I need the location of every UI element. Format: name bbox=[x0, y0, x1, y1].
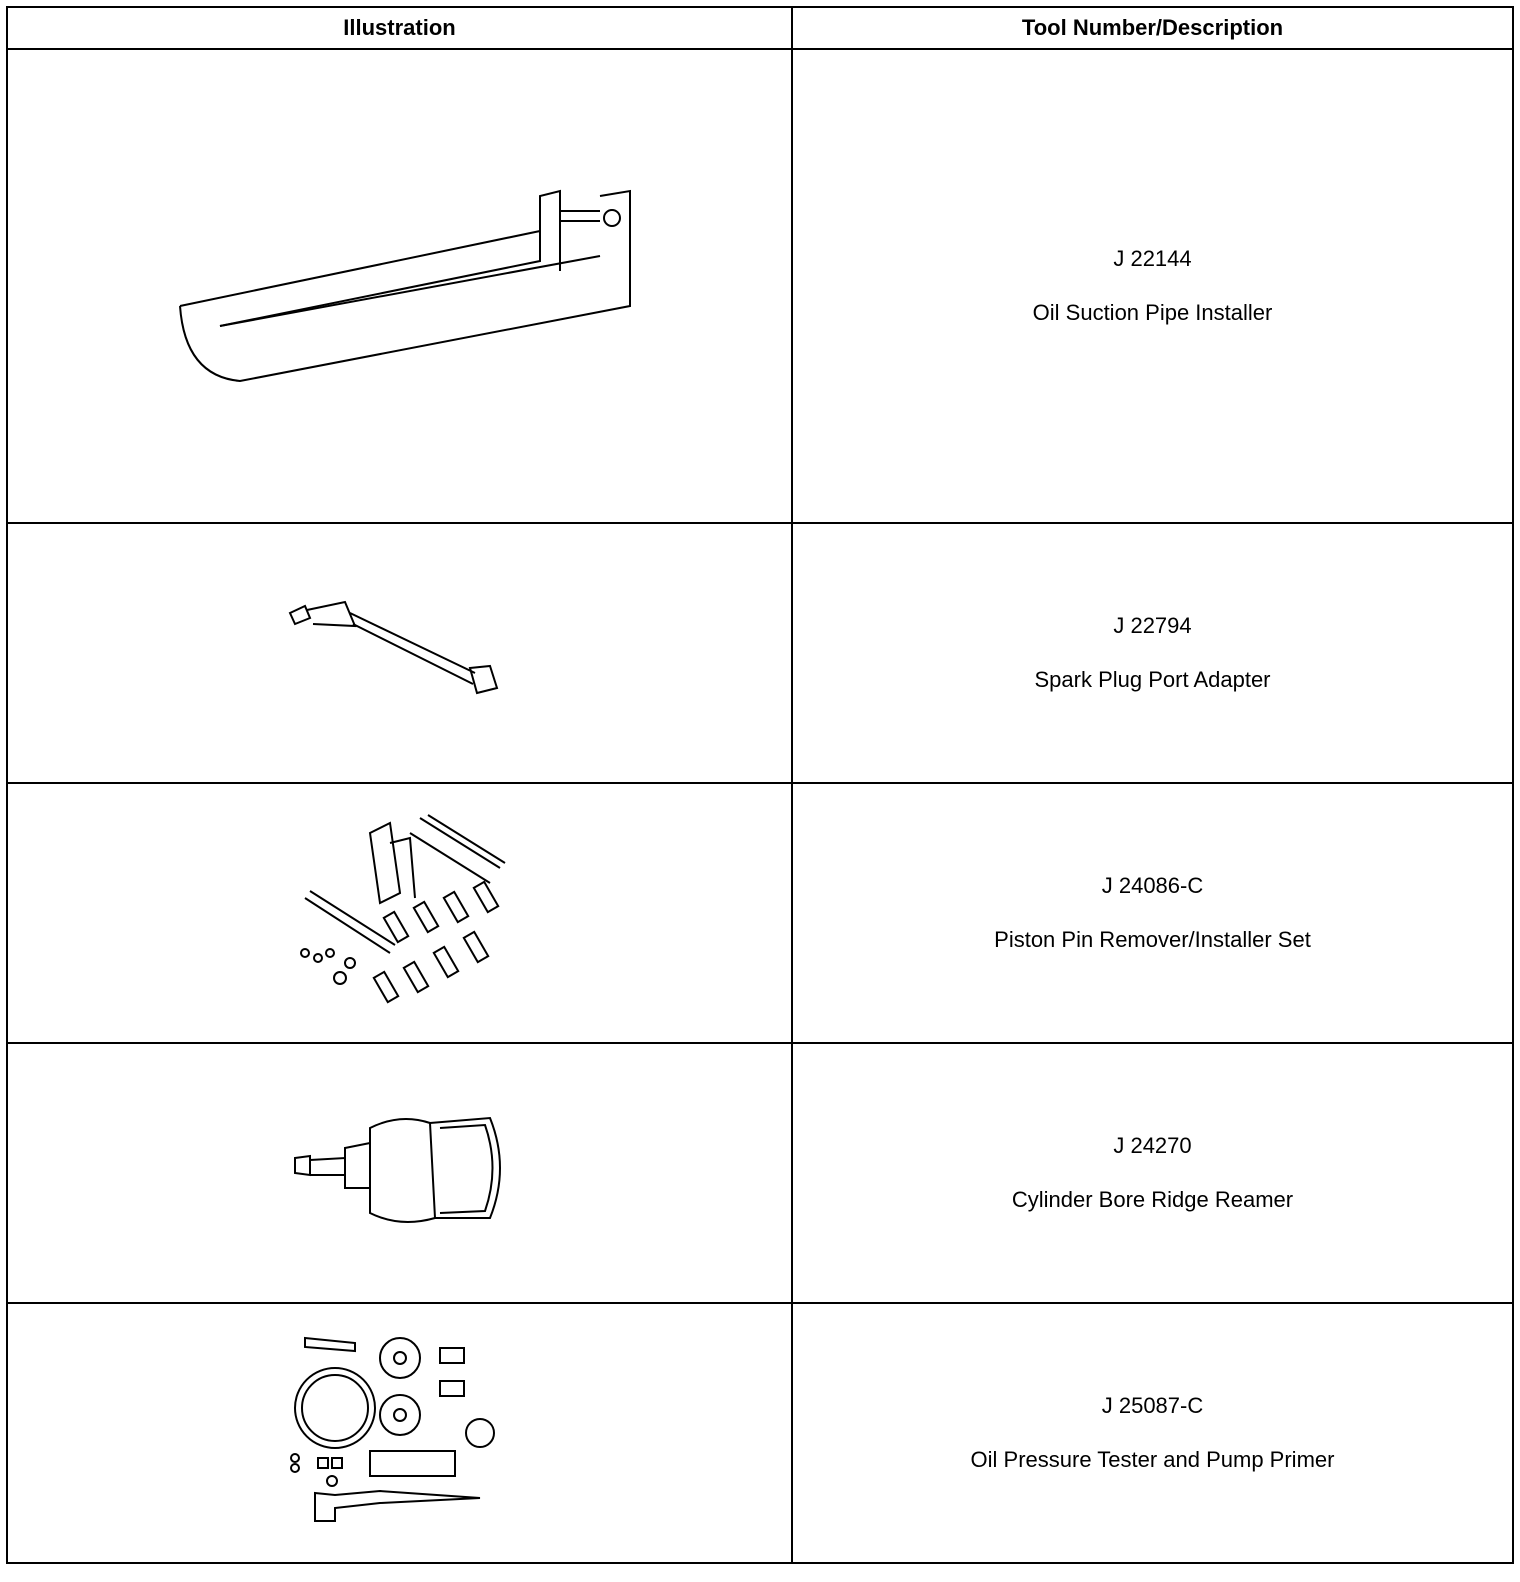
table-row bbox=[7, 1303, 1513, 1563]
table-row bbox=[7, 523, 1513, 783]
illustration-cell bbox=[7, 783, 792, 1043]
tool-number: J 25087-C bbox=[1101, 1393, 1204, 1418]
tool-number: J 22794 bbox=[1113, 613, 1192, 638]
oil-pressure-tester-illustration bbox=[290, 1333, 510, 1533]
illustration-cell bbox=[7, 49, 792, 523]
ridge-reamer-illustration bbox=[290, 1113, 510, 1233]
oil-suction-pipe-installer-illustration bbox=[160, 176, 640, 396]
description-cell bbox=[792, 523, 1513, 783]
tool-number: J 24086-C bbox=[1101, 873, 1204, 898]
illustration-cell bbox=[7, 1043, 792, 1303]
description-cell bbox=[792, 1303, 1513, 1563]
description-cell bbox=[792, 783, 1513, 1043]
header-row bbox=[7, 7, 1513, 49]
tool-description: Oil Suction Pipe Installer bbox=[1032, 300, 1273, 325]
tool-number: J 24270 bbox=[1113, 1133, 1192, 1158]
tool-table bbox=[6, 6, 1514, 1564]
table-row bbox=[7, 783, 1513, 1043]
illustration-cell bbox=[7, 523, 792, 783]
header-illustration: Illustration bbox=[7, 7, 792, 49]
tool-number: J 22144 bbox=[1113, 246, 1192, 271]
spark-plug-port-adapter-illustration bbox=[285, 598, 515, 708]
table-row bbox=[7, 49, 1513, 523]
tool-description: Cylinder Bore Ridge Reamer bbox=[1011, 1187, 1294, 1212]
tool-description: Oil Pressure Tester and Pump Primer bbox=[970, 1447, 1335, 1472]
tool-description: Piston Pin Remover/Installer Set bbox=[994, 927, 1311, 952]
header-tool-description: Tool Number/Description bbox=[792, 7, 1513, 49]
table-row bbox=[7, 1043, 1513, 1303]
tool-description: Spark Plug Port Adapter bbox=[1034, 667, 1271, 692]
illustration-cell bbox=[7, 1303, 792, 1563]
piston-pin-set-illustration bbox=[290, 813, 510, 1013]
description-cell bbox=[792, 1043, 1513, 1303]
description-cell bbox=[792, 49, 1513, 523]
